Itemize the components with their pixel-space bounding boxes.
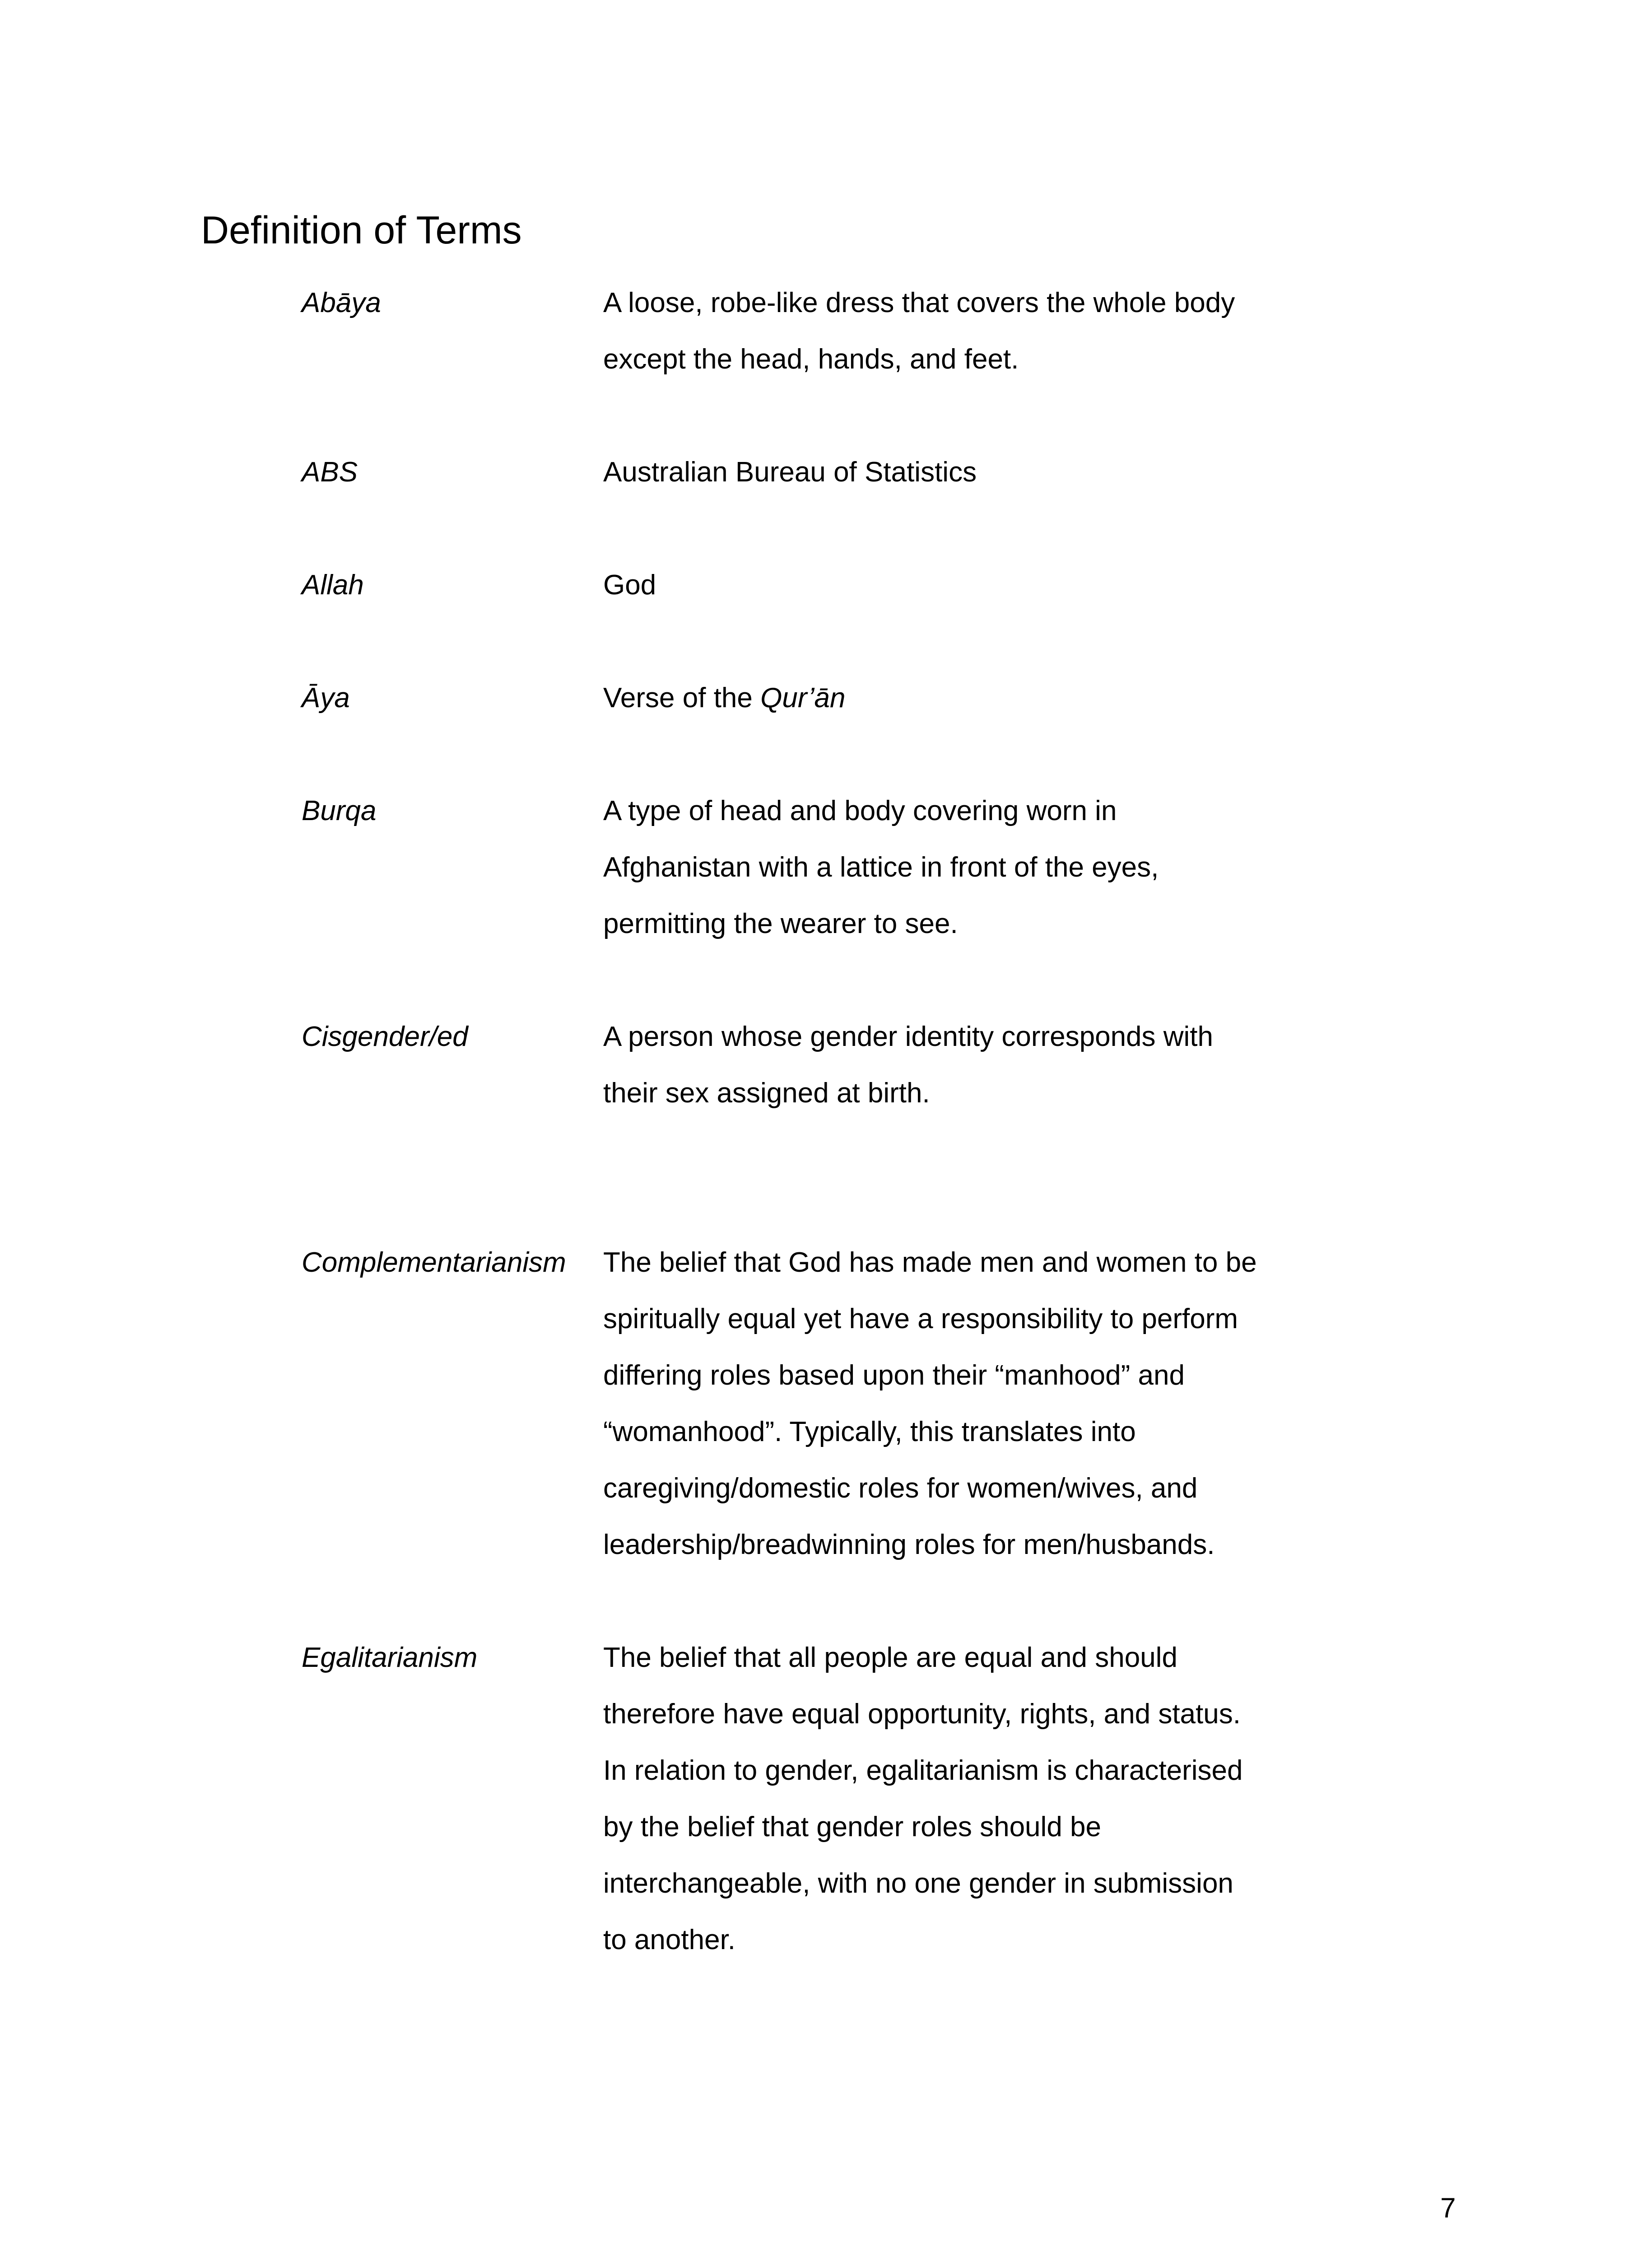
definition-line: leadership/breadwinning roles for men/husbands. <box>603 1529 1215 1560</box>
glossary-definition <box>603 1234 1308 1573</box>
page-title: Definition of Terms <box>201 209 522 252</box>
glossary-definition <box>603 1008 1308 1121</box>
glossary-term: Complementarianism <box>302 1247 566 1278</box>
definition-line: God <box>603 569 656 601</box>
glossary-term: Āya <box>302 682 350 714</box>
glossary-definition <box>603 670 1308 726</box>
glossary-term: Egalitarianism <box>302 1642 478 1673</box>
definition-line: permitting the wearer to see. <box>603 908 958 939</box>
definition-line: therefore have equal opportunity, rights, and status. <box>603 1698 1241 1730</box>
definition-line: to another. <box>603 1924 736 1955</box>
glossary-term: ABS <box>302 457 358 488</box>
page-number: 7 <box>1440 2193 1456 2224</box>
definition-line: In relation to gender, egalitarianism is characterised <box>603 1755 1243 1786</box>
definition-line: Australian Bureau of Statistics <box>603 457 977 488</box>
definition-line: A person whose gender identity corresponds with <box>603 1021 1214 1052</box>
definition-line: caregiving/domestic roles for women/wives, and <box>603 1473 1198 1504</box>
glossary-definition <box>603 1629 1308 1968</box>
definition-italic-text: Qur’ān <box>760 682 846 714</box>
glossary-term: Cisgender/ed <box>302 1021 468 1052</box>
glossary-definition <box>603 783 1308 952</box>
glossary-term: Allah <box>302 569 364 601</box>
definition-line: The belief that all people are equal and should <box>603 1642 1177 1673</box>
glossary-definition <box>603 557 1308 613</box>
definition-line: spiritually equal yet have a responsibility to perform <box>603 1303 1238 1334</box>
definition-line: differing roles based upon their “manhood” and <box>603 1360 1185 1391</box>
glossary-definition <box>603 275 1308 387</box>
definition-line: A loose, robe-like dress that covers the whole body <box>603 287 1235 318</box>
definition-line: their sex assigned at birth. <box>603 1078 930 1109</box>
glossary-term: Burqa <box>302 795 377 826</box>
definition-line: A type of head and body covering worn in <box>603 795 1117 826</box>
glossary-term: Abāya <box>302 287 381 318</box>
definition-text: Verse of the <box>603 682 761 714</box>
glossary-definition <box>603 444 1308 500</box>
definition-line <box>603 670 1308 726</box>
definition-line: by the belief that gender roles should be <box>603 1811 1101 1843</box>
definition-line: Afghanistan with a lattice in front of the eyes, <box>603 852 1159 883</box>
definition-line: “womanhood”. Typically, this translates into <box>603 1416 1136 1447</box>
definition-line: interchangeable, with no one gender in submission <box>603 1868 1233 1899</box>
definition-line: except the head, hands, and feet. <box>603 344 1019 375</box>
definition-line: The belief that God has made men and women to be <box>603 1247 1257 1278</box>
